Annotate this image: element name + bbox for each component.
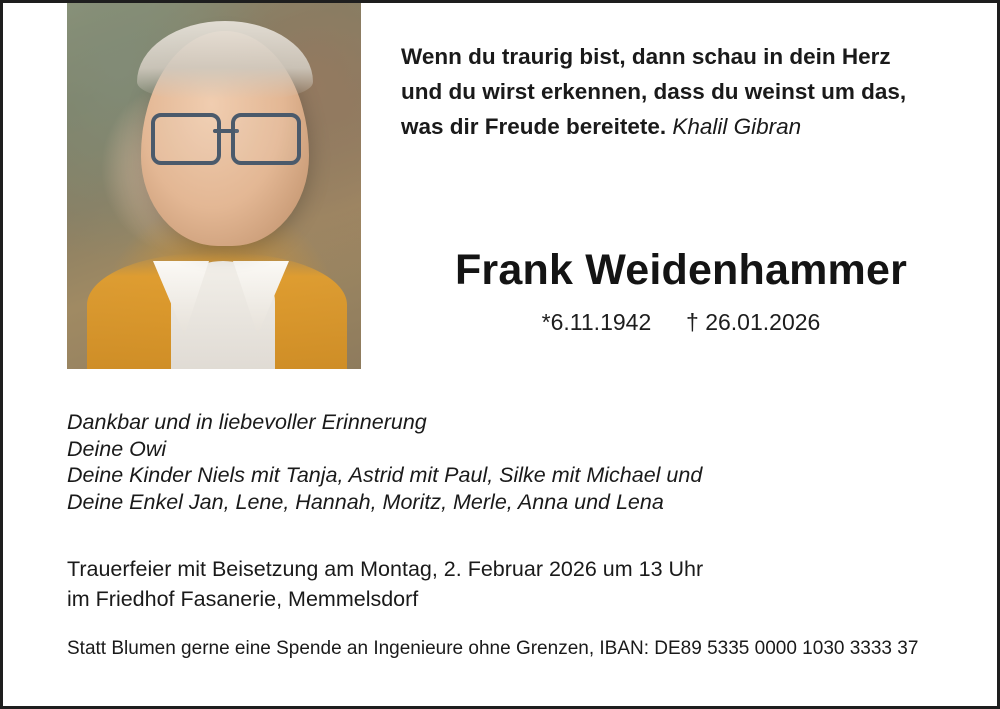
memorial-quote [401, 39, 961, 144]
birth-date: *6.11.1942 [541, 309, 652, 335]
glasses-lens-right [231, 113, 301, 165]
death-date: † 26.01.2026 [686, 309, 821, 335]
quote-line-2: und du wirst erkennen, dass du weinst um das, [401, 79, 907, 104]
deceased-name: Frank Weidenhammer [454, 246, 908, 294]
family-line-4: Deine Enkel Jan, Lene, Hannah, Moritz, Merle, Anna und Lena [67, 489, 664, 514]
service-line-2: im Friedhof Fasanerie, Memmelsdorf [67, 587, 419, 611]
family-message [67, 409, 947, 515]
portrait-photo [67, 3, 361, 369]
portrait-hair [137, 21, 313, 99]
donation-note: Statt Blumen gerne eine Spende an Ingenieure ohne Grenzen, IBAN: DE89 5335 0000 1030 3333 37 [67, 638, 919, 659]
quote-line-1: Wenn du traurig bist, dann schau in dein Herz [401, 44, 891, 69]
family-line-1: Dankbar und in liebevoller Erinnerung [67, 410, 427, 434]
quote-author: Khalil Gibran [672, 114, 802, 139]
family-line-2: Deine Owi [67, 436, 167, 461]
glasses-icon [151, 113, 301, 159]
glasses-lens-left [151, 113, 221, 165]
family-line-3: Deine Kinder Niels mit Tanja, Astrid mit Paul, Silke mit Michael und [67, 463, 703, 487]
deceased-dates [401, 309, 961, 336]
portrait-image [67, 3, 361, 369]
funeral-service-info [67, 554, 947, 614]
quote-line-3: was dir Freude bereitete. [401, 114, 667, 139]
service-line-1: Trauerfeier mit Beisetzung am Montag, 2. Februar 2026 um 13 Uhr [67, 557, 704, 581]
